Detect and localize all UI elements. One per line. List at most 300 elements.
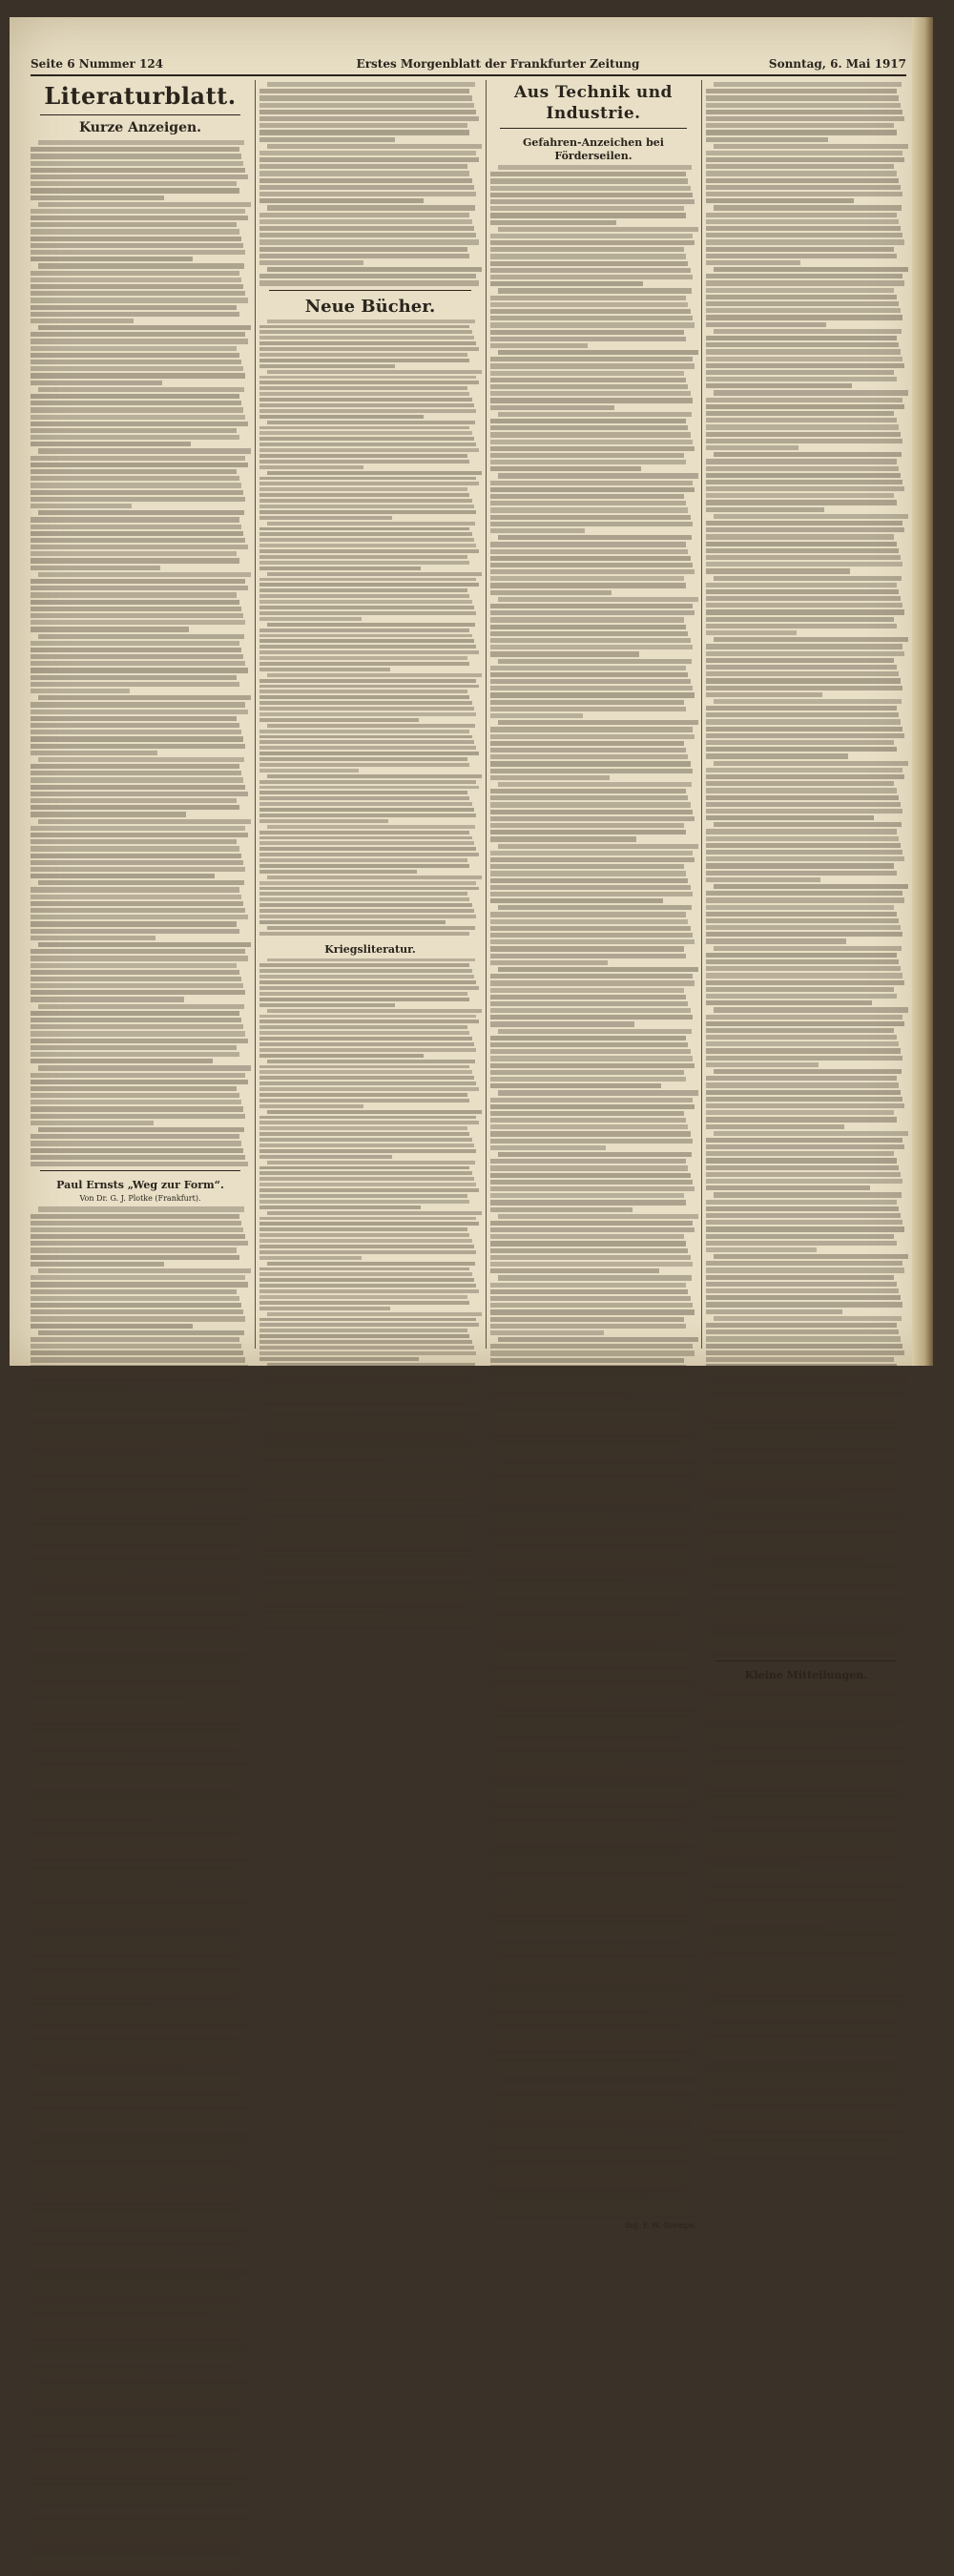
text-line: [31, 1982, 248, 1987]
text-line: [31, 887, 239, 892]
text-line: [490, 995, 686, 999]
text-line: [490, 1933, 684, 1938]
text-line: [714, 576, 902, 581]
text-line: [259, 578, 476, 582]
text-line: [31, 1838, 241, 1843]
text-line: [706, 473, 901, 478]
text-line: [31, 312, 239, 317]
text-line: [259, 274, 476, 278]
text-line: [31, 1052, 239, 1057]
text-line: [31, 1303, 241, 1308]
text-line: [31, 983, 243, 988]
text-line: [259, 95, 472, 100]
text-line: [490, 1139, 693, 1144]
text-line: [31, 181, 237, 186]
text-line: [31, 442, 191, 446]
text-line: [498, 1831, 698, 1836]
text-line: [31, 497, 245, 502]
text-line: [490, 727, 693, 732]
text-line: [706, 1904, 899, 1908]
text-line: [490, 2153, 688, 2157]
text-line: [31, 592, 237, 597]
text-line: [259, 1138, 472, 1142]
text-line: [490, 1406, 686, 1411]
text-line: [31, 1789, 239, 1794]
text-line: [38, 757, 244, 762]
text-line: [267, 1515, 482, 1518]
text-line: [259, 527, 469, 531]
text-line: [490, 857, 695, 862]
text-line: [31, 1995, 239, 2000]
text-line: [31, 970, 239, 975]
text-line: [259, 695, 469, 699]
text-line: [490, 1098, 693, 1103]
text-line: [706, 2151, 899, 2155]
text-line: [490, 1447, 686, 1452]
text-line: [490, 1248, 688, 1253]
article-text: [706, 82, 906, 1657]
text-line: [706, 1200, 897, 1205]
text-line: [490, 453, 684, 458]
text-line: [706, 1583, 901, 1588]
text-line: [31, 613, 243, 618]
text-line: [31, 2215, 243, 2219]
text-line: [31, 2221, 245, 2226]
text-line: [498, 412, 692, 417]
text-line: [706, 424, 899, 429]
text-line: [31, 222, 237, 227]
text-line: [498, 350, 698, 355]
text-line: [31, 600, 239, 605]
text-line: [706, 418, 897, 422]
text-line: [706, 1842, 904, 1846]
text-line: [706, 953, 897, 958]
text-line: [490, 337, 686, 341]
text-line: [706, 795, 899, 800]
text-line: [706, 1220, 902, 1225]
text-line: [259, 730, 469, 733]
text-line: [259, 650, 479, 654]
text-line: [259, 1441, 472, 1445]
text-line: [706, 1732, 897, 1737]
column-notes: [706, 80, 906, 1682]
text-line: [706, 103, 901, 108]
text-line: [31, 1748, 239, 1753]
text-line: [706, 1453, 899, 1458]
text-line: [38, 572, 251, 577]
text-line: [490, 234, 693, 238]
text-line: [490, 1906, 688, 1911]
text-line: [259, 103, 474, 108]
text-line: [706, 583, 897, 587]
text-line: [490, 1481, 684, 1486]
text-line: [714, 1439, 902, 1444]
text-line: [259, 1425, 479, 1429]
text-line: [490, 769, 693, 773]
text-line: [706, 1480, 894, 1485]
text-line: [259, 1536, 469, 1540]
text-line: [31, 1707, 239, 1712]
text-line: [267, 1616, 482, 1619]
text-line: [706, 1467, 902, 1472]
text-line: [31, 415, 245, 420]
text-line: [706, 1179, 902, 1184]
text-line: [31, 2269, 248, 2274]
text-line: [267, 1565, 475, 1569]
text-line: [31, 2180, 245, 2185]
text-line: [706, 1645, 894, 1650]
text-line: [706, 1473, 904, 1478]
text-line: [31, 1059, 213, 1063]
text-line: [714, 1501, 908, 1506]
text-line: [31, 2447, 239, 2452]
text-line: [259, 1329, 467, 1332]
text-line: [38, 1577, 244, 1581]
text-line: [259, 1031, 469, 1035]
text-line: [267, 319, 475, 323]
text-line: [31, 2092, 243, 2096]
text-line: [31, 1803, 243, 1808]
text-line: [706, 1542, 901, 1547]
text-line: [259, 381, 479, 384]
text-line: [31, 2311, 211, 2316]
text-line: [31, 1844, 243, 1849]
text-line: [31, 2235, 237, 2239]
text-line: [259, 606, 474, 609]
text-line: [490, 1604, 684, 1609]
text-line: [490, 1659, 688, 1664]
text-line: [259, 583, 479, 587]
text-line: [490, 2009, 651, 2013]
text-line: [267, 825, 475, 829]
text-line: [31, 1961, 241, 1966]
text-line: [706, 1323, 897, 1328]
text-line: [490, 2195, 649, 2199]
text-line: [31, 2208, 241, 2213]
text-line: [31, 1093, 239, 1098]
text-line: [38, 140, 244, 145]
text-line: [31, 2201, 239, 2206]
text-line: [259, 460, 469, 464]
text-line: [706, 2137, 894, 2142]
text-line: [490, 1303, 693, 1308]
text-line: [490, 1268, 659, 1273]
text-line: [490, 1556, 695, 1561]
text-line: [259, 975, 474, 979]
text-line: [31, 2344, 245, 2349]
text-line: [267, 471, 482, 475]
text-line: [706, 398, 902, 402]
text-line: [31, 1769, 245, 1774]
text-line: [490, 240, 695, 245]
text-line: [259, 1256, 362, 1260]
article-text: [31, 140, 250, 1166]
text-line: [259, 1542, 472, 1546]
text-line: [31, 792, 248, 796]
text-line: [31, 284, 243, 289]
text-line: [38, 1065, 251, 1070]
text-line: [31, 1989, 237, 1993]
text-line: [31, 1214, 239, 1219]
text-line: [706, 1460, 901, 1465]
text-line: [259, 909, 474, 913]
text-line: [706, 966, 901, 971]
text-line: [714, 205, 902, 210]
text-line: [31, 1121, 154, 1125]
text-line: [706, 1041, 899, 1046]
text-line: [31, 1316, 245, 1321]
text-line: [31, 1447, 162, 1452]
text-line: [490, 988, 684, 993]
book-list: [259, 319, 481, 936]
text-line: [259, 1126, 467, 1130]
text-line: [31, 771, 241, 775]
text-line: [31, 956, 248, 960]
text-line: [259, 219, 472, 224]
text-line: [31, 401, 241, 405]
text-line: [31, 1357, 245, 1362]
text-line: [31, 407, 243, 412]
text-line: [706, 658, 894, 663]
text-line: [259, 1340, 472, 1344]
text-line: [490, 1550, 693, 1555]
text-line: [31, 2043, 241, 2048]
text-line: [267, 1363, 475, 1367]
text-line: [259, 561, 469, 565]
text-line: [706, 747, 897, 752]
text-line: [714, 267, 908, 272]
text-line: [490, 617, 684, 622]
text-line: [31, 654, 243, 659]
text-line: [259, 740, 474, 744]
text-line: [259, 239, 479, 244]
text-line: [706, 486, 904, 491]
text-line: [714, 82, 902, 87]
text-line: [706, 1350, 904, 1355]
text-line: [259, 1278, 474, 1282]
text-line: [259, 178, 472, 183]
text-line: [259, 1289, 479, 1293]
text-line: [259, 1082, 476, 1085]
text-line: [259, 280, 479, 285]
text-line: [490, 1536, 688, 1541]
text-line: [31, 1031, 245, 1036]
text-line: [38, 2133, 251, 2137]
text-line: [267, 522, 475, 526]
text-line: [706, 1261, 902, 1266]
text-line: [31, 2118, 239, 2123]
text-line: [706, 1241, 897, 1246]
text-line: [259, 157, 479, 162]
text-line: [490, 1941, 686, 1946]
divider: [716, 1660, 897, 1661]
text-line: [259, 802, 472, 806]
text-line: [31, 682, 239, 687]
text-line: [259, 1025, 467, 1029]
text-line: [38, 2318, 244, 2322]
text-line: [259, 1379, 474, 1383]
text-line: [490, 1714, 693, 1719]
text-line: [31, 2290, 241, 2295]
text-line: [31, 2146, 248, 2151]
text-line: [31, 990, 245, 995]
text-line: [31, 2488, 239, 2493]
text-line: [490, 1947, 624, 1952]
text-line: [259, 437, 474, 441]
text-line: [490, 830, 686, 835]
text-line: [31, 2544, 243, 2548]
text-line: [31, 2482, 237, 2486]
text-line: [259, 1070, 472, 1074]
text-line: [490, 254, 686, 258]
text-line: [259, 1351, 476, 1355]
page-number: Seite 6 Nummer 124: [31, 57, 164, 71]
text-line: [31, 1666, 239, 1671]
text-line: [31, 901, 243, 906]
text-line: [267, 421, 475, 424]
text-line: [31, 1529, 248, 1534]
text-line: [31, 346, 237, 351]
text-line: [259, 746, 476, 750]
text-line: [259, 1581, 474, 1585]
text-line: [259, 617, 362, 621]
text-line: [31, 1018, 241, 1022]
text-line: [490, 1371, 688, 1376]
text-line: [31, 689, 130, 693]
text-line: [31, 298, 248, 302]
text-line: [490, 398, 693, 402]
text-line: [706, 2123, 902, 2128]
text-line: [31, 360, 241, 364]
text-line: [706, 542, 897, 546]
text-line: [259, 325, 469, 329]
text-line: [259, 336, 474, 340]
text-line: [259, 1604, 469, 1608]
text-line: [490, 1797, 693, 1802]
text-line: [259, 1593, 479, 1597]
text-line: [706, 1097, 902, 1102]
text-line: [259, 1177, 474, 1181]
text-line: [490, 2112, 688, 2116]
binding-spine: [912, 17, 933, 1366]
text-line: [706, 2000, 902, 2005]
text-line: [706, 1719, 904, 1723]
column-rule: [255, 80, 256, 1349]
text-line: [706, 507, 824, 512]
text-line: [706, 370, 894, 375]
text-line: [31, 381, 162, 385]
text-line: [490, 275, 693, 279]
text-line: [706, 466, 899, 471]
text-line: [490, 974, 693, 979]
text-line: [706, 2013, 894, 2018]
text-line: [31, 1134, 239, 1139]
text-line: [490, 316, 693, 320]
text-line: [490, 1858, 686, 1863]
text-line: [706, 1725, 894, 1730]
text-line: [490, 1385, 693, 1390]
text-line: [259, 151, 476, 155]
text-line: [490, 748, 686, 752]
text-line: [259, 1042, 474, 1046]
text-line: [31, 250, 245, 255]
text-line: [31, 2509, 245, 2514]
text-line: [267, 673, 482, 677]
text-line: [31, 2359, 237, 2363]
text-line: [38, 510, 244, 515]
text-line: [38, 1762, 251, 1767]
text-line: [490, 1502, 691, 1507]
text-line: [31, 2413, 241, 2418]
text-line: [31, 531, 243, 536]
text-line: [490, 2167, 693, 2172]
text-line: [490, 1838, 693, 1843]
text-line: [490, 2092, 695, 2096]
text-line: [31, 1011, 239, 1016]
text-line: [31, 366, 243, 371]
text-line: [31, 1162, 248, 1166]
text-line: [490, 1296, 691, 1301]
text-line: [259, 1015, 476, 1019]
text-line: [706, 1062, 819, 1067]
text-line: [490, 281, 643, 286]
text-line: [706, 719, 901, 724]
text-line: [706, 521, 902, 526]
text-line: [31, 921, 237, 926]
article-text: [259, 82, 481, 286]
text-line: [31, 661, 245, 666]
text-line: [259, 130, 469, 134]
text-line: [259, 110, 476, 114]
text-line: [259, 998, 469, 1001]
text-line: [706, 2144, 897, 2149]
text-line: [31, 1289, 237, 1294]
text-line: [706, 357, 902, 361]
text-line: [490, 1008, 691, 1013]
text-line: [259, 656, 467, 660]
text-line: [31, 1106, 243, 1111]
text-line: [31, 1535, 237, 1540]
text-line: [490, 836, 636, 841]
text-line: [31, 963, 237, 968]
text-line: [706, 274, 902, 278]
text-line: [259, 1227, 467, 1231]
text-line: [490, 1083, 661, 1088]
text-line: [490, 898, 663, 903]
text-line: [706, 1329, 899, 1334]
notes-heading: Kleine Mitteilungen.: [744, 1669, 868, 1682]
text-line: [31, 1141, 241, 1145]
text-line: [31, 1247, 237, 1252]
text-line: [706, 1336, 901, 1341]
text-line: [31, 2400, 237, 2404]
text-line: [706, 1048, 901, 1053]
text-line: [706, 1638, 904, 1643]
text-line: [31, 196, 164, 200]
text-line: [706, 938, 846, 943]
text-line: [706, 843, 901, 848]
text-line: [706, 1165, 899, 1170]
text-line: [490, 1262, 693, 1267]
text-line: [259, 1458, 388, 1462]
text-line: [490, 206, 684, 211]
text-line: [31, 1221, 241, 1226]
text-line: [31, 977, 241, 981]
text-line: [31, 1155, 245, 1160]
text-line: [259, 260, 363, 265]
text-line: [714, 1993, 908, 1998]
text-line: [706, 1213, 901, 1218]
